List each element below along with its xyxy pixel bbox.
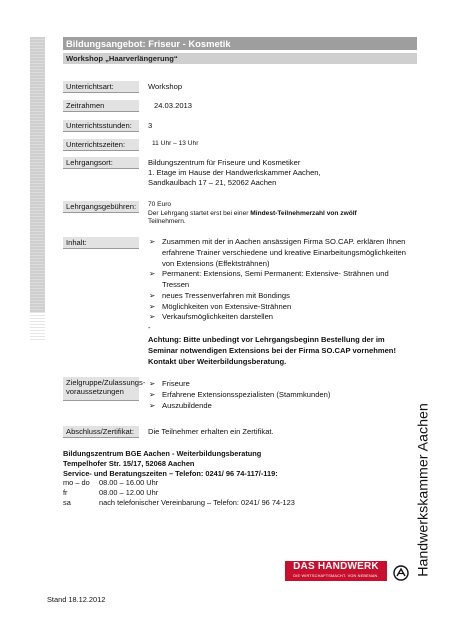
fee-note-minimum: Mindest-Teilnehmerzahl von zwölf — [250, 209, 357, 217]
arrow-bullet-icon: ➢ — [149, 237, 156, 246]
arrow-bullet-icon: ➢ — [149, 379, 156, 388]
fee-note-text: Der Lehrgang startet erst bei einer — [148, 209, 251, 217]
contact-service-hours: Service- und Beratungszeiten – Telefon: 0241/ 96 74-117/-119: — [63, 468, 278, 478]
target-group-list — [148, 379, 410, 411]
value-abschluss: Die Teilnehmer erhalten ein Zertifikat. — [148, 427, 274, 436]
lehrgangsort-line: Bildungszentrum für Friseure und Kosmetiker — [148, 158, 301, 167]
das-handwerk-logo: DAS HANDWERK DIE WIRTSCHAFTSMACHT. VON NEBENAN. — [285, 561, 387, 581]
list-item: ➢ Friseure — [149, 379, 190, 388]
value-unterrichtsart: Workshop — [148, 82, 183, 91]
label-lehrgangsort: Lehrgangsort: — [63, 157, 139, 169]
hours-row: fr 08.00 – 12.00 Uhr — [63, 488, 159, 498]
contact-address: Tempelhofer Str. 15/17, 52068 Aachen — [63, 458, 195, 468]
list-item: ➢ Permanent: Extensions, Semi Permanent: Extensive- Strähnen und Tressen — [149, 269, 389, 290]
value-lehrgangsgebuehren — [148, 201, 416, 227]
lehrgangsort-line: 1. Etage im Hause der Handwerkskammer Aachen, — [148, 168, 321, 178]
list-item: ➢ Möglichkeiten von Extensive-Strähnen — [149, 301, 292, 311]
label-inhalt: Inhalt: — [63, 237, 139, 249]
hours-row: mo – do 08.00 – 16.00 Uhr — [63, 478, 159, 488]
list-item: ➢ neues Tressenverfahren mit Bondings — [149, 290, 290, 300]
arrow-bullet-icon: ➢ — [149, 400, 156, 410]
arrow-bullet-icon: ➢ — [149, 290, 156, 300]
lehrgangsort-line: Sandkaulbach 17 – 21, 52062 Aachen — [148, 178, 277, 188]
list-item: ➢ Auszubildende — [149, 400, 212, 410]
arrow-bullet-icon: ➢ — [149, 389, 156, 399]
label-unterrichtsstunden: Unterrichtsstunden: — [63, 120, 139, 132]
fee-note — [148, 210, 416, 219]
value-unterrichtsstunden: 3 — [148, 121, 153, 130]
decorative-sidebar-stripe — [30, 37, 45, 340]
arrow-bullet-icon: ➢ — [149, 301, 156, 311]
value-zielgruppe — [148, 379, 410, 411]
label-unterrichtszeiten: Unterrichtszeiten: — [63, 139, 139, 151]
arrow-bullet-icon: ➢ — [149, 312, 156, 322]
value-inhalt — [148, 237, 410, 368]
course-subtitle: Workshop „Haarverlängerung“ — [63, 53, 417, 64]
footer-date: Stand 18.12.2012 — [47, 595, 106, 604]
arrow-bullet-icon: ➢ — [149, 269, 156, 279]
contact-block — [63, 449, 413, 508]
value-zeitrahmen: 24.03.2013 — [154, 101, 193, 110]
contact-org: Bildungszentrum BGE Aachen - Weiterbildungsberatung — [63, 449, 262, 458]
list-item: ➢ Zusammen mit der in Aachen ansässigen Firma SO.CAP. erklären Ihnen erfahrene Trainer verschiedene und kreative Einarbeitungsmöglichkeiten von Extensions (Effektsträhnen) — [149, 237, 406, 268]
hours-row: sa nach telefonischer Vereinbarung – Telefon: 0241/ 96 74-123 — [63, 498, 295, 508]
fee-amount: 70 Euro — [148, 201, 172, 208]
fee-note-end: Teilnehmern. — [148, 218, 186, 226]
label-unterrichtsart: Unterrichtsart: — [63, 81, 139, 93]
value-unterrichtszeiten: 11 Uhr – 13 Uhr — [152, 140, 199, 147]
list-item: ➢ Verkaufsmöglichkeiten darstellen — [149, 312, 274, 322]
order-notice: Achtung: Bitte unbedingt vor Lehrgangsbeginn Bestellung der im Seminar notwendigen Extensions bei der Firma SO.CAP vornehmen! Kontakt über Weiterbildungsberatung. — [148, 335, 396, 366]
value-lehrgangsort — [148, 158, 321, 188]
label-zielgruppe: Zielgruppe/Zulassungs- voraussetzungen — [63, 377, 139, 401]
label-lehrgangsgebuehren: Lehrgangsgebühren: — [63, 201, 139, 213]
list-dash: - — [148, 323, 151, 333]
label-abschluss: Abschluss/Zertifikat: — [63, 426, 139, 438]
list-item: ➢ Erfahrene Extensionsspezialisten (Stammkunden) — [149, 389, 331, 399]
label-zeitrahmen: Zeitrahmen — [63, 100, 139, 112]
content-bullet-list — [148, 237, 410, 323]
brand-vertical-text: Handwerkskammer Aachen — [415, 403, 432, 577]
page-title: Bildungsangebot: Friseur - Kosmetik — [63, 37, 417, 50]
handwerkskammer-emblem-icon — [393, 565, 409, 581]
decorative-sidebar-lines — [30, 312, 45, 340]
